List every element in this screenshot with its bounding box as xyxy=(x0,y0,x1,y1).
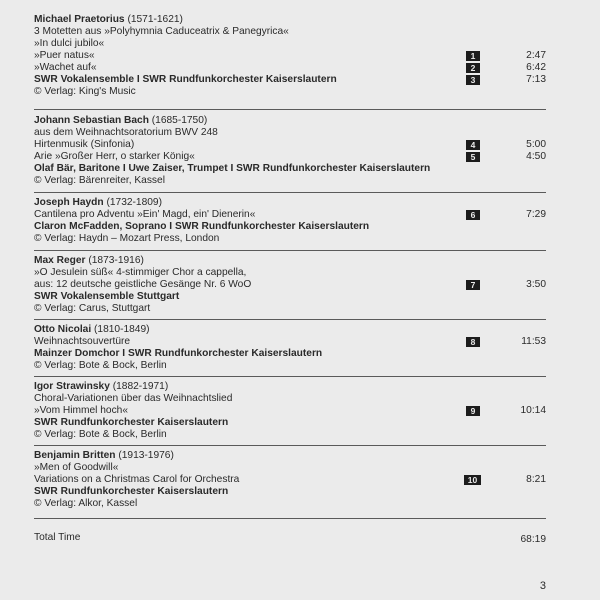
track-time: 6:42 xyxy=(526,62,546,73)
composer-years: (1882-1971) xyxy=(112,381,169,392)
performers: SWR Vokalensemble Stuttgart xyxy=(34,291,180,302)
composer-years: (1732-1809) xyxy=(106,197,162,208)
performers: SWR Vokalensemble I SWR Rundfunkorchester Kaiserslautern xyxy=(34,74,337,85)
publisher: © Verlag: Bärenreiter, Kassel xyxy=(34,175,165,186)
publisher: © Verlag: Bote & Bock, Berlin xyxy=(34,429,167,440)
performers: Olaf Bär, Baritone I Uwe Zaiser, Trumpet I SWR Rundfunkorchester Kaiserslautern xyxy=(34,163,431,174)
performers: SWR Rundfunkorchester Kaiserslautern xyxy=(34,486,229,497)
track-time: 7:13 xyxy=(526,74,546,85)
composer-years: (1873-1916) xyxy=(88,255,144,266)
work-line: »Vom Himmel hoch« xyxy=(34,405,128,416)
publisher: © Verlag: Alkor, Kassel xyxy=(34,498,138,509)
track-number-badge: 6 xyxy=(466,210,480,220)
composer-name: Johann Sebastian Bach xyxy=(34,115,149,126)
divider xyxy=(34,319,546,320)
track-number-badge: 10 xyxy=(464,475,481,485)
composer-name: Benjamin Britten xyxy=(34,450,116,461)
composer-years: (1571-1621) xyxy=(127,14,183,25)
composer-name: Max Reger xyxy=(34,255,86,266)
performers: Mainzer Domchor I SWR Rundfunkorchester Kaiserslautern xyxy=(34,348,323,359)
divider xyxy=(34,109,546,110)
work-line: Choral-Variationen über das Weihnachtslied xyxy=(34,393,233,404)
work-line: Weihnachtsouvertüre xyxy=(34,336,131,347)
track-time: 10:14 xyxy=(520,405,546,416)
track-number-badge: 9 xyxy=(466,406,480,416)
composer-line xyxy=(34,115,207,127)
divider xyxy=(34,192,546,193)
publisher: © Verlag: Bote & Bock, Berlin xyxy=(34,360,167,371)
track-time: 11:53 xyxy=(521,336,546,347)
publisher: © Verlag: Haydn – Mozart Press, London xyxy=(34,233,220,244)
publisher: © Verlag: King's Music xyxy=(34,86,136,97)
composer-name: Michael Praetorius xyxy=(34,14,125,25)
track-time: 5:00 xyxy=(526,139,546,150)
work-line: »Men of Goodwill« xyxy=(34,462,119,473)
composer-line xyxy=(34,197,162,209)
track-time: 2:47 xyxy=(526,50,546,61)
composer-years: (1810-1849) xyxy=(94,324,150,335)
track-number-badge: 7 xyxy=(466,280,480,290)
track-time: 8:21 xyxy=(526,474,546,485)
divider xyxy=(34,518,546,519)
composer-years: (1685-1750) xyxy=(151,115,208,126)
performers: SWR Rundfunkorchester Kaiserslautern xyxy=(34,417,229,428)
track-number-badge: 4 xyxy=(466,140,480,150)
work-line: aus: 12 deutsche geistliche Gesänge Nr. 6 WoO xyxy=(34,279,252,290)
work-line: 3 Motetten aus »Polyhymnia Caduceatrix & Panegyrica« xyxy=(34,26,289,37)
composer-name: Igor Strawinsky xyxy=(34,381,110,392)
track-number-badge: 3 xyxy=(466,75,480,85)
divider xyxy=(34,250,546,251)
track-number-badge: 8 xyxy=(466,337,480,347)
composer-name: Joseph Haydn xyxy=(34,197,104,208)
performers: Claron McFadden, Soprano I SWR Rundfunkorchester Kaiserslautern xyxy=(34,221,370,232)
total-time-label: Total Time xyxy=(34,532,81,543)
composer-line xyxy=(34,14,183,26)
composer-name: Otto Nicolai xyxy=(34,324,92,335)
work-line: aus dem Weihnachtsoratorium BWV 248 xyxy=(34,127,218,138)
composer-line xyxy=(34,255,144,267)
track-number-badge: 1 xyxy=(466,51,480,61)
track-number-badge: 2 xyxy=(466,63,480,73)
total-time-value: 68:19 xyxy=(520,534,546,545)
work-line: »Wachet auf« xyxy=(34,62,97,73)
composer-line xyxy=(34,324,150,336)
work-line: Cantilena pro Adventu »Ein' Magd, ein' Dienerin« xyxy=(34,209,256,220)
publisher: © Verlag: Carus, Stuttgart xyxy=(34,303,151,314)
composer-line xyxy=(34,381,168,393)
composer-line xyxy=(34,450,174,462)
page-number: 3 xyxy=(539,580,546,592)
work-line: »O Jesulein süß« 4-stimmiger Chor a cappella, xyxy=(34,267,247,278)
work-line: »In dulci jubilo« xyxy=(34,38,105,49)
track-time: 7:29 xyxy=(526,209,546,220)
track-time: 3:50 xyxy=(526,279,546,290)
track-number-badge: 5 xyxy=(466,152,480,162)
divider xyxy=(34,445,546,446)
work-line: »Puer natus« xyxy=(34,50,95,61)
work-line: Hirtenmusik (Sinfonia) xyxy=(34,139,135,150)
track-time: 4:50 xyxy=(526,151,546,162)
work-line: Variations on a Christmas Carol for Orchestra xyxy=(34,474,240,485)
divider xyxy=(34,376,546,377)
work-line: Arie »Großer Herr, o starker König« xyxy=(34,151,195,162)
composer-years: (1913-1976) xyxy=(118,450,174,461)
